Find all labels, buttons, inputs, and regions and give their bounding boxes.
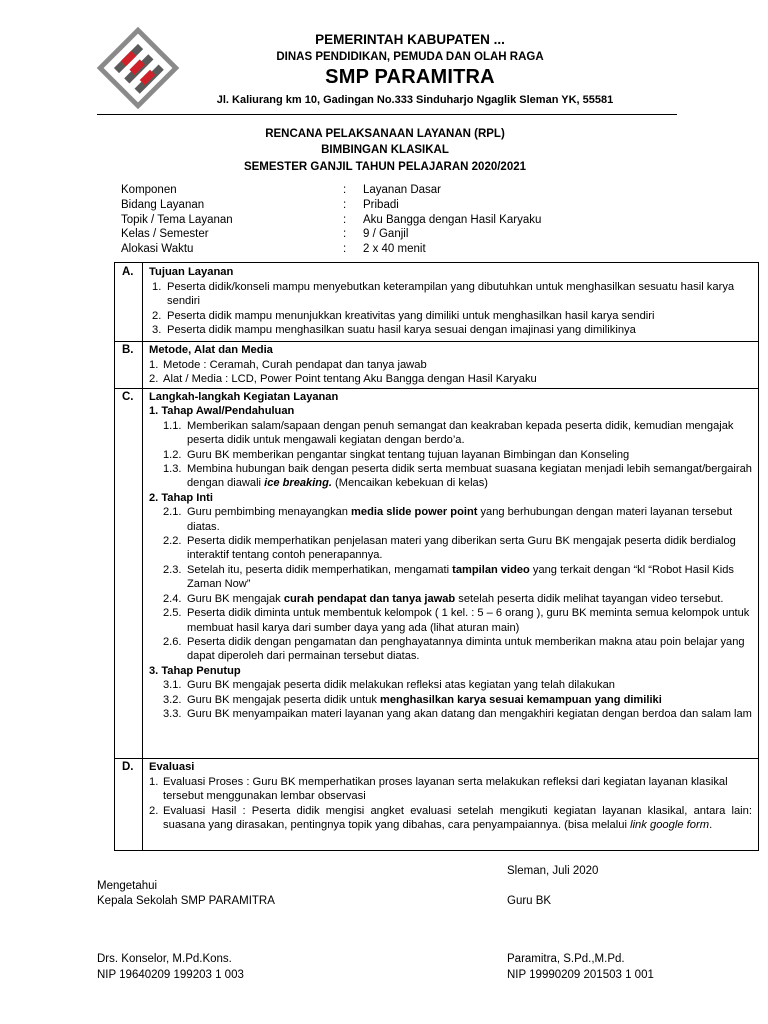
item-number: 2.1. — [163, 506, 182, 519]
item-text — [187, 462, 752, 491]
section-letter: D. — [122, 761, 134, 773]
document-subtitle: BIMBINGAN KLASIKAL — [321, 144, 449, 156]
signature-acknowledged: Mengetahui — [97, 880, 158, 892]
identity-value: Layanan Dasar — [363, 184, 441, 196]
item-number: 1.1. — [163, 419, 182, 432]
identity-value: 2 x 40 menit — [363, 243, 426, 256]
section-body — [149, 343, 752, 387]
identity-colon: : — [343, 213, 347, 226]
item-text-part: Membina hubungan baik dengan peserta didik serta membuat suasana kegiatan menjadi lebih semangat/bergairah dengan diawali — [187, 463, 752, 490]
item-text-part: Evaluasi Hasil : Peserta didik mengisi angket evaluasi setelah mengikuti kegiatan layanan klasikal, antara lain: suasana yang dirasakan, pentingnya topik yang dibahas, cara penyampaiannya. (bisa melalui — [163, 804, 752, 832]
item-text-emphasis: curah pendapat dan tanya jawab — [283, 592, 456, 605]
section-b — [115, 341, 758, 388]
identity-row — [121, 198, 541, 213]
item-text: Peserta didik/konseli mampu menyebutkan keterampilan yang dibutuhkan untuk menghasilkan sesuatu hasil karya sendiri — [167, 280, 735, 308]
item-number: 1. — [149, 775, 159, 788]
signature-place-date: Sleman, Juli 2020 — [507, 865, 599, 877]
item-text-part: yang berhubungan dengan materi layanan tersebut diatas. — [187, 506, 733, 533]
item-text: Guru BK mengajak peserta didik melakukan refleksi atas kegiatan yang telah dilakukan — [187, 679, 615, 692]
item-text-part: Guru BK mengajak peserta didik untuk — [187, 693, 381, 706]
document-semester: SEMESTER GANJIL TAHUN PELAJARAN 2020/2021 — [243, 161, 527, 173]
list-item — [149, 592, 752, 606]
list-item — [149, 707, 752, 721]
identity-value: Pribadi — [363, 198, 399, 211]
item-text: Memberikan salam/sapaan dengan penuh semangat dan keakraban kepada peserta didik, kemudian mengajak peserta didik untuk mengawali kegiatan dengan berdo’a. — [187, 419, 734, 447]
identity-label: Kelas / Semester — [121, 228, 209, 241]
item-number: 1. — [152, 280, 162, 293]
section-c — [115, 388, 758, 758]
section-title: Tujuan Layanan — [149, 266, 234, 278]
item-number: 1. — [149, 358, 159, 371]
section-a — [115, 263, 758, 341]
item-text: Peserta didik memperhatikan penjelasan materi yang diberikan serta Guru BK mengajak peserta didik berdialog interaktif tentang contoh penerapannya. — [187, 535, 736, 562]
item-text-emphasis: menghasilkan karya sesuai kemampuan yang dimiliki — [380, 693, 662, 706]
item-text: Metode : Ceramah, Curah pendapat dan tanya jawab — [163, 358, 427, 371]
plan-table — [114, 262, 759, 851]
item-number: 3.3. — [163, 707, 182, 720]
item-text — [187, 592, 752, 606]
list-item — [149, 280, 752, 309]
item-number: 3.2. — [163, 693, 182, 706]
item-number: 2.2. — [163, 535, 182, 548]
identity-row — [121, 227, 541, 242]
signature-right-nip: NIP 19990209 201503 1 001 — [507, 969, 654, 981]
document-title: RENCANA PELAKSANAAN LAYANAN (RPL) — [265, 128, 505, 140]
letterhead-school-name: SMP PARAMITRA — [325, 66, 495, 88]
item-number: 3. — [152, 324, 162, 337]
item-number: 2.4. — [163, 592, 182, 605]
identity-colon: : — [343, 243, 347, 256]
signature-left-role: Kepala Sekolah SMP PARAMITRA — [97, 895, 275, 907]
list-item — [149, 804, 752, 833]
item-text — [187, 563, 752, 592]
letterhead-address: Jl. Kaliurang km 10, Gadingan No.333 Sinduharjo Ngaglik Sleman YK, 55581 — [216, 94, 614, 106]
letterhead-government: PEMERINTAH KABUPATEN ... — [315, 32, 505, 47]
identity-row — [121, 183, 541, 198]
identity-value: 9 / Ganjil — [363, 228, 409, 241]
item-text-part: setelah peserta didik melihat tayangan video tersebut. — [455, 592, 724, 605]
list-item — [149, 309, 752, 324]
step-title: 3. Tahap Penutup — [149, 664, 241, 677]
step-title: 2. Tahap Inti — [149, 491, 213, 504]
section-body — [149, 265, 752, 338]
section-d — [115, 758, 758, 852]
item-text: Peserta didik diminta untuk membentuk kelompok ( 1 kel. : 5 – 6 orang ), guru BK meminta semua kelompok untuk membuat hasil karya dari sumber daya yang ada (lihat aturan main) — [187, 607, 750, 634]
list-item — [149, 775, 752, 804]
step-title: 1. Tahap Awal/Pendahuluan — [149, 405, 295, 418]
signature-right-name: Paramitra, S.Pd.,M.Pd. — [507, 953, 625, 965]
item-text: Guru BK menyampaikan materi layanan yang akan datang dan mengakhiri kegiatan dengan berdoa dan salam lam — [187, 707, 752, 720]
identity-label: Topik / Tema Layanan — [121, 213, 233, 226]
item-text: Peserta didik dengan pengamatan dan penghayatannya diminta untuk memberikan makna atau poin belajar yang dapat diperoleh dari permainan tersebut diatas. — [187, 635, 745, 663]
item-text — [187, 693, 752, 707]
item-text: Alat / Media : LCD, Power Point tentang Aku Bangga dengan Hasil Karyaku — [163, 373, 537, 386]
section-title: Evaluasi — [149, 761, 195, 773]
item-text — [163, 804, 752, 833]
identity-row — [121, 213, 541, 228]
item-text: Peserta didik mampu menghasilkan suatu hasil karya sesuai dengan imajinasi yang dimilikinya — [167, 324, 636, 337]
letterhead-department: DINAS PENDIDIKAN, PEMUDA DAN OLAH RAGA — [276, 51, 544, 63]
list-item — [149, 323, 752, 338]
list-item — [149, 693, 752, 707]
item-text-emphasis: link google form — [630, 819, 710, 832]
signature-left-name: Drs. Konselor, M.Pd.Kons. — [97, 953, 232, 965]
item-text-emphasis: tampilan video — [452, 563, 530, 576]
item-number: 2.5. — [163, 607, 182, 620]
list-item — [149, 372, 752, 387]
item-text: Peserta didik mampu menunjukkan kreativitas yang dimiliki untuk menghasilkan hasil karya sendiri — [167, 309, 655, 322]
section-letter: B. — [122, 344, 134, 356]
identity-colon: : — [343, 228, 347, 241]
list-item — [149, 358, 752, 373]
section-letter: A. — [122, 266, 134, 278]
identity-label: Alokasi Waktu — [121, 243, 194, 256]
signature-right-role: Guru BK — [507, 895, 552, 907]
letterhead-divider — [97, 114, 677, 115]
item-text: Evaluasi Proses : Guru BK memperhatikan proses layanan serta melakukan refleksi dari kegiatan layanan klasikal tersebut menggunakan lembar observasi — [163, 775, 728, 803]
list-item — [149, 534, 752, 563]
section-body — [149, 760, 752, 833]
section-body — [149, 390, 752, 721]
item-number: 2.6. — [163, 635, 182, 648]
list-item — [149, 606, 752, 635]
list-item — [149, 419, 752, 448]
item-number: 3.1. — [163, 679, 182, 692]
item-text-emphasis: media slide power point — [351, 506, 478, 519]
item-text: Guru BK memberikan pengantar singkat tentang tujuan layanan Bimbingan dan Konseling — [187, 448, 630, 461]
list-item — [149, 635, 752, 664]
item-number: 2. — [149, 804, 159, 817]
section-title: Langkah-langkah Kegiatan Layanan — [149, 391, 339, 403]
section-letter: C. — [122, 391, 134, 403]
item-text-part: Guru pembimbing menayangkan — [187, 506, 352, 519]
list-item — [149, 505, 752, 534]
item-number: 1.2. — [163, 448, 182, 461]
item-number: 2. — [152, 309, 162, 322]
item-text-part: yang terkait dengan “kl “Robot Hasil Kids Zaman Now” — [187, 563, 734, 591]
identity-label: Bidang Layanan — [121, 198, 205, 211]
item-text-part: Setelah itu, peserta didik memperhatikan, mengamati — [187, 563, 453, 576]
section-title: Metode, Alat dan Media — [149, 344, 273, 356]
school-logo-icon — [95, 24, 181, 112]
item-number: 2.3. — [163, 563, 182, 576]
item-text-part: (Mencaikan kebekuan di kelas) — [331, 477, 488, 490]
list-item — [149, 678, 752, 692]
list-item — [149, 448, 752, 462]
identity-label: Komponen — [121, 184, 177, 196]
item-text-part: Guru BK mengajak — [187, 592, 284, 605]
item-number: 1.3. — [163, 463, 182, 476]
list-item — [149, 462, 752, 491]
identity-colon: : — [343, 198, 347, 211]
item-number: 2. — [149, 373, 159, 386]
item-text-part: . — [709, 819, 713, 832]
identity-block — [121, 183, 541, 257]
item-text — [187, 505, 752, 534]
item-text-emphasis: ice breaking. — [264, 477, 332, 490]
list-item — [149, 563, 752, 592]
identity-colon: : — [343, 184, 347, 196]
signature-left-nip: NIP 19640209 199203 1 003 — [97, 969, 244, 981]
identity-row — [121, 242, 541, 257]
identity-value: Aku Bangga dengan Hasil Karyaku — [363, 213, 542, 226]
